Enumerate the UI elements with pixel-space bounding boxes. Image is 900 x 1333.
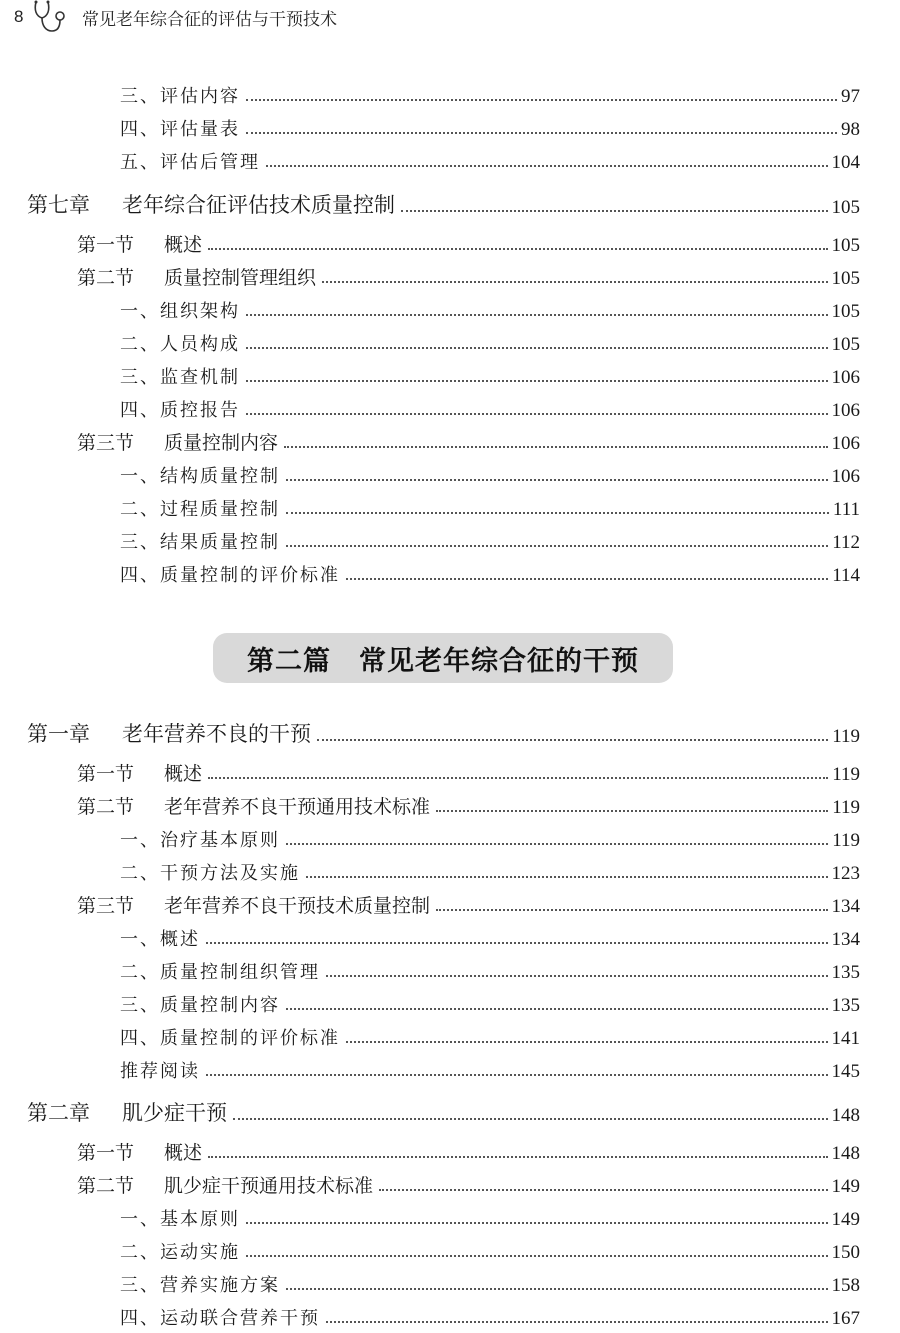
toc-entry[interactable] (120, 330, 860, 356)
dot-leader (246, 99, 837, 101)
dot-leader (286, 545, 828, 547)
toc-entry-page: 134 (831, 896, 860, 917)
toc-entry-page: 135 (831, 962, 860, 983)
dot-leader (322, 281, 827, 283)
toc-entry[interactable] (77, 793, 860, 819)
toc-entry-title: 老年营养不良干预通用技术标准 (164, 796, 431, 818)
toc-entry[interactable] (120, 1024, 860, 1050)
dot-leader (346, 1041, 828, 1043)
toc-entry-page: 119 (832, 764, 860, 785)
chapter-number: 第七章 (27, 193, 90, 217)
toc-entry[interactable] (120, 1304, 860, 1330)
dot-leader (233, 1118, 828, 1120)
dot-leader (326, 975, 828, 977)
dot-leader (246, 314, 828, 316)
toc-entry-page: 148 (831, 1143, 860, 1164)
toc-entry-title: 五、评估后管理 (120, 152, 260, 173)
section-number: 第二节 (77, 796, 135, 818)
section-number: 第三节 (77, 895, 135, 917)
dot-leader (379, 1189, 827, 1191)
toc-entry[interactable] (77, 264, 860, 290)
toc-entry[interactable] (120, 528, 860, 554)
toc-entry-title: 二、人员构成 (120, 334, 240, 355)
dot-leader (246, 380, 828, 382)
toc-entry-title: 二、运动实施 (120, 1242, 240, 1263)
toc-entry[interactable] (27, 1101, 860, 1127)
toc-entry[interactable] (120, 82, 860, 108)
page-header (0, 0, 900, 34)
toc-entry-page: 114 (832, 565, 860, 586)
dot-leader (286, 479, 828, 481)
toc-entry-page: 105 (831, 268, 860, 289)
toc-entry-page: 106 (831, 466, 860, 487)
toc-entry-title: 三、评估内容 (120, 86, 240, 107)
toc-entry-title: 一、基本原则 (120, 1209, 240, 1230)
toc-entry-title: 老年营养不良干预技术质量控制 (164, 895, 431, 917)
toc-entry[interactable] (120, 958, 860, 984)
dot-leader (246, 1222, 828, 1224)
toc-entry-page: 123 (831, 863, 860, 884)
toc-entry-page: 105 (831, 235, 860, 256)
part-banner (213, 633, 673, 683)
toc-entry[interactable] (77, 231, 860, 257)
toc-entry-page: 148 (831, 1105, 860, 1126)
toc-entry-page: 135 (831, 995, 860, 1016)
dot-leader (208, 1156, 827, 1158)
toc-entry-page: 149 (831, 1209, 860, 1230)
toc-entry-page: 111 (832, 499, 860, 520)
toc-entry-title: 四、运动联合营养干预 (120, 1308, 320, 1329)
toc-entry[interactable] (77, 1172, 860, 1198)
toc-entry[interactable] (120, 1057, 860, 1083)
toc-entry-page: 106 (831, 367, 860, 388)
toc-entry[interactable] (77, 429, 860, 455)
dot-leader (246, 413, 828, 415)
toc-entry-page: 150 (831, 1242, 860, 1263)
toc-entry-page: 145 (831, 1061, 860, 1082)
dot-leader (306, 876, 828, 878)
toc-entry-title: 二、过程质量控制 (120, 499, 280, 520)
toc-entry-page: 105 (831, 197, 860, 218)
dot-leader (286, 1008, 828, 1010)
toc-entry-title: 老年综合征评估技术质量控制 (122, 193, 395, 217)
toc-entry[interactable] (120, 859, 860, 885)
toc-entry[interactable] (120, 363, 860, 389)
dot-leader (246, 132, 837, 134)
toc-entry-title: 肌少症干预通用技术标准 (164, 1175, 374, 1197)
toc-entry-title: 推荐阅读 (120, 1061, 200, 1082)
part-title: 常见老年综合征的干预 (359, 645, 639, 677)
dot-leader (286, 512, 829, 514)
toc-entry[interactable] (120, 991, 860, 1017)
toc-entry[interactable] (120, 1205, 860, 1231)
toc-entry-page: 167 (831, 1308, 860, 1329)
toc-entry[interactable] (27, 722, 860, 748)
toc-entry[interactable] (120, 297, 860, 323)
dot-leader (284, 446, 827, 448)
chapter-number: 第二章 (27, 1101, 90, 1125)
toc-entry-title: 四、质量控制的评价标准 (120, 565, 340, 586)
section-number: 第一节 (77, 234, 135, 256)
toc-entry-title: 四、评估量表 (120, 119, 240, 140)
toc-entry-title: 肌少症干预 (122, 1101, 227, 1125)
toc-entry[interactable] (120, 1271, 860, 1297)
dot-leader (436, 909, 827, 911)
dot-leader (286, 1288, 828, 1290)
dot-leader (266, 165, 828, 167)
toc-entry[interactable] (120, 148, 860, 174)
toc-entry-page: 98 (841, 119, 860, 140)
toc-entry-title: 三、质量控制内容 (120, 995, 280, 1016)
toc-entry-title: 四、质控报告 (120, 400, 240, 421)
toc-entry-title: 一、治疗基本原则 (120, 830, 280, 851)
toc-entry-title: 三、营养实施方案 (120, 1275, 280, 1296)
toc-entry-page: 141 (831, 1028, 860, 1049)
toc-entry-title: 一、组织架构 (120, 301, 240, 322)
dot-leader (208, 248, 827, 250)
toc-entry-page: 105 (831, 334, 860, 355)
toc-entry-title: 一、概述 (120, 929, 200, 950)
toc-entry-page: 106 (831, 433, 860, 454)
toc-entry-title: 二、干预方法及实施 (120, 863, 300, 884)
toc-entry[interactable] (77, 1139, 860, 1165)
toc-entry-page: 158 (831, 1275, 860, 1296)
dot-leader (286, 843, 828, 845)
toc-entry[interactable] (120, 396, 860, 422)
toc-entry[interactable] (27, 193, 860, 219)
toc-entry-page: 105 (831, 301, 860, 322)
toc-entry-page: 106 (831, 400, 860, 421)
toc-entry-title: 质量控制管理组织 (164, 267, 317, 289)
toc-entry-title: 概述 (164, 1142, 203, 1164)
dot-leader (326, 1321, 828, 1323)
toc-entry[interactable] (120, 1238, 860, 1264)
section-number: 第二节 (77, 1175, 135, 1197)
toc-entry-title: 一、结构质量控制 (120, 466, 280, 487)
book-title: 常见老年综合征的评估与干预技术 (82, 10, 337, 30)
toc-entry-page: 119 (832, 797, 860, 818)
dot-leader (246, 1255, 828, 1257)
toc-entry-title: 四、质量控制的评价标准 (120, 1028, 340, 1049)
dot-leader (346, 578, 828, 580)
section-number: 第一节 (77, 763, 135, 785)
toc-entry-title: 三、结果质量控制 (120, 532, 280, 553)
section-number: 第一节 (77, 1142, 135, 1164)
dot-leader (401, 210, 828, 212)
toc-entry-page: 97 (841, 86, 860, 107)
section-number: 第三节 (77, 432, 135, 454)
dot-leader (317, 739, 828, 741)
toc-entry[interactable] (120, 495, 860, 521)
toc-entry[interactable] (120, 115, 860, 141)
toc-entry-page: 134 (831, 929, 860, 950)
toc-entry-page: 119 (832, 726, 860, 747)
toc-entry[interactable] (77, 760, 860, 786)
toc-entry[interactable] (120, 826, 860, 852)
toc-entry-page: 119 (832, 830, 860, 851)
toc-entry-page: 112 (832, 532, 860, 553)
dot-leader (246, 347, 828, 349)
toc-entry[interactable] (120, 561, 860, 587)
toc-entry[interactable] (77, 892, 860, 918)
dot-leader (436, 810, 828, 812)
toc-entry-title: 老年营养不良的干预 (122, 722, 311, 746)
part-number: 第二篇 (247, 645, 331, 677)
section-number: 第二节 (77, 267, 135, 289)
toc-entry[interactable] (120, 462, 860, 488)
dot-leader (208, 777, 828, 779)
toc-entry-title: 概述 (164, 234, 203, 256)
stethoscope-icon (30, 0, 76, 38)
chapter-number: 第一章 (27, 722, 90, 746)
toc-entry[interactable] (120, 925, 860, 951)
toc-entry-title: 概述 (164, 763, 203, 785)
toc-entry-page: 149 (831, 1176, 860, 1197)
toc-entry-page: 104 (831, 152, 860, 173)
toc-entry-title: 三、监查机制 (120, 367, 240, 388)
dot-leader (206, 1074, 828, 1076)
dot-leader (206, 942, 828, 944)
toc-entry-title: 质量控制内容 (164, 432, 279, 454)
page-number: 8 (14, 7, 24, 26)
toc-entry-title: 二、质量控制组织管理 (120, 962, 320, 983)
